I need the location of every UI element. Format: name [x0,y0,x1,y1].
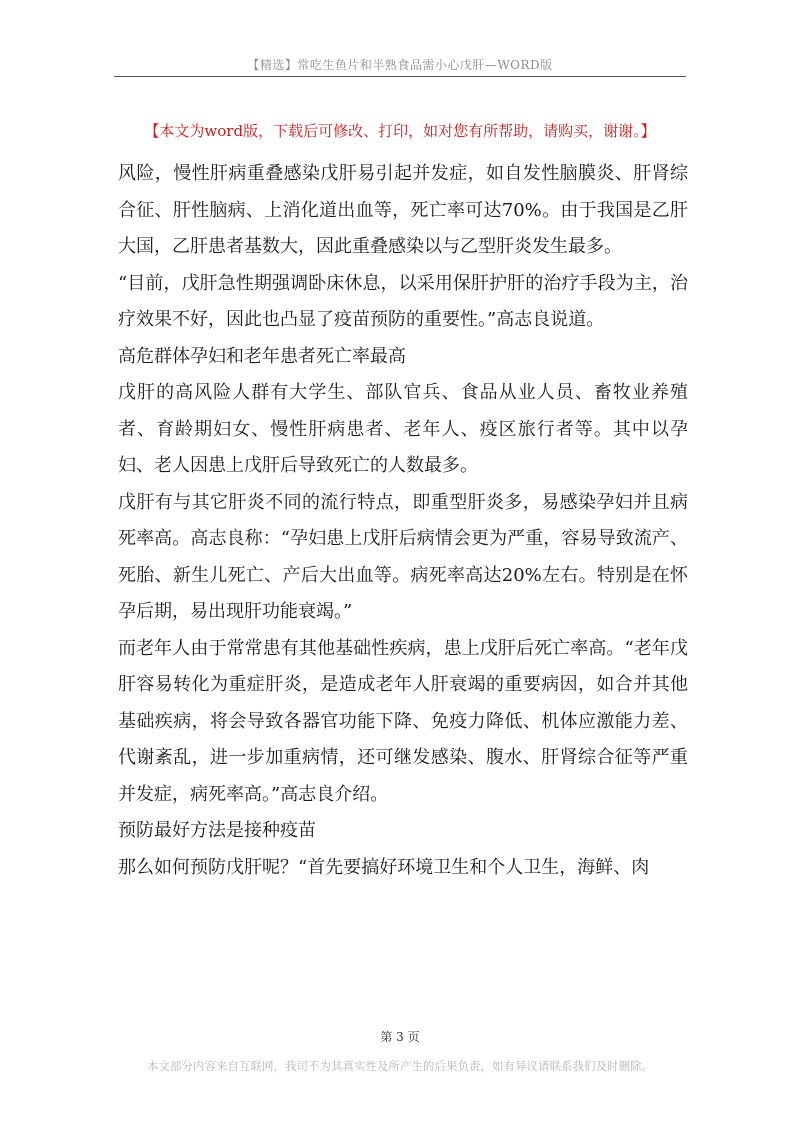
paragraph: 戊肝的高风险人群有大学生、部队官兵、食品从业人员、畜牧业养殖者、育龄期妇女、慢性肝病患者、老年人、疫区旅行者等。其中以孕妇、老人因患上戊肝后导致死亡的人数最多。 [118,382,688,476]
section-heading: 预防最好方法是接种疫苗 [118,820,316,841]
page-number: 第 3 页 [380,1030,420,1044]
page-footer-disclaimer: 本文部分内容来自互联网，我司不为其真实性及所产生的后果负责，如有异议请联系我们及时删除。 [147,1059,653,1073]
paragraph: “目前，戊肝急性期强调卧床休息，以采用保肝护肝的治疗手段为主，治疗效果不好，因此也凸显了疫苗预防的重要性。”高志良说道。 [118,272,688,330]
paragraph: 戊肝有与其它肝炎不同的流行特点，即重型肝炎多，易感染孕妇并且病死率高。高志良称：“孕妇患上戊肝后病情会更为严重，容易导致流产、死胎、新生儿死亡、产后大出血等。病死率高达20%左右。特别是在怀孕后期，易出现肝功能衰竭。” [118,491,688,622]
paragraph: 而老年人由于常常患有其他基础性疾病，患上戊肝后死亡率高。“老年戊肝容易转化为重症肝炎，是造成老年人肝衰竭的重要病因，如合并其他基础疾病，将会导致各器官功能下降、免疫力降低、机体应激能力差、代谢紊乱，进一步加重病情，还可继发感染、腹水、肝肾综合征等严重并发症，病死率高。”高志良介绍。 [118,637,688,805]
paragraph: 风险，慢性肝病重叠感染戊肝易引起并发症，如自发性脑膜炎、肝肾综合征、肝性脑病、上消化道出血等，死亡率可达70%。由于我国是乙肝大国，乙肝患者基数大，因此重叠感染以与乙型肝炎发生最多。 [118,163,688,257]
word-version-notice: 【本文为word版，下载后可修改、打印，如对您有所帮助，请购买，谢谢。】 [144,122,656,140]
document-body [118,156,688,886]
header-divider [114,76,686,77]
paragraph: 那么如何预防戊肝呢？“首先要搞好环境卫生和个人卫生，海鲜、肉 [118,856,650,878]
section-heading: 高危群体孕妇和老年患者死亡率最高 [118,345,406,367]
page-header-title: 【精选】常吃生鱼片和半熟食品需小心戊肝—WORD版 [247,58,553,72]
